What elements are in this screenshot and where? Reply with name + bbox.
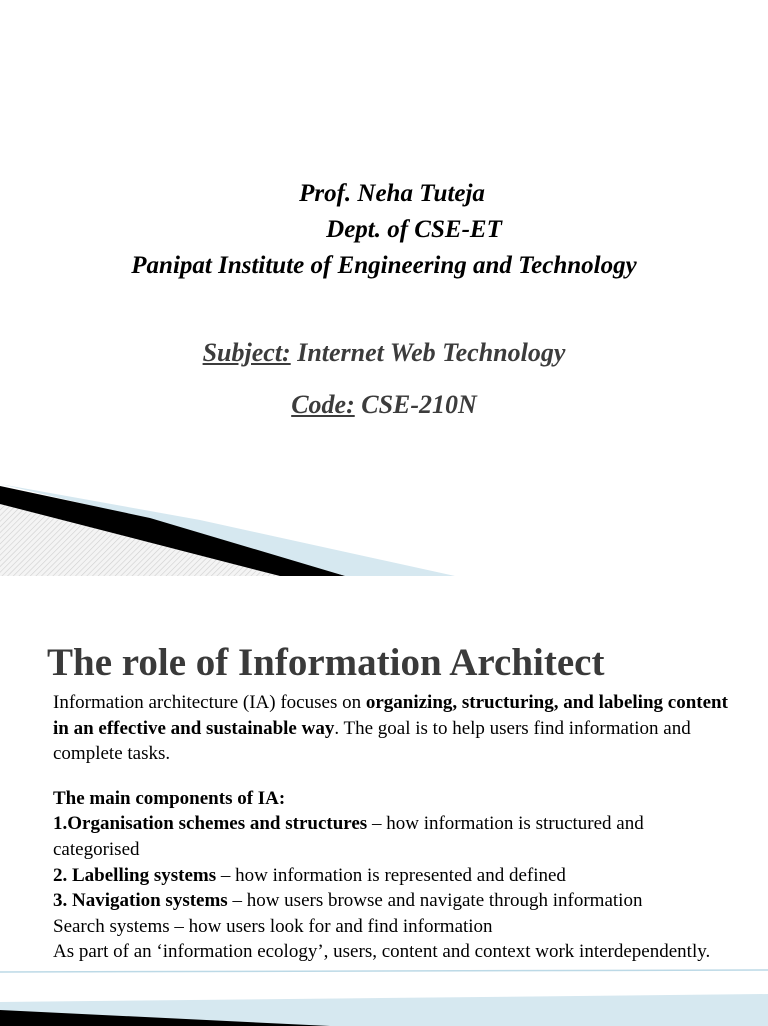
subject-line — [0, 338, 768, 368]
subject-value: Internet Web Technology — [290, 338, 566, 367]
subject-label: Subject: — [202, 338, 291, 367]
slide1-decorative-swoosh — [0, 470, 768, 576]
code-line — [0, 390, 768, 420]
institute-name: Panipat Institute of Engineering and Technology — [131, 252, 637, 279]
intro-text: Information architecture (IA) focuses on — [53, 692, 366, 713]
department: Dept. of CSE-ET — [326, 216, 502, 243]
slide2-decorative-swoosh — [0, 966, 768, 1026]
component-item: 2. Labelling systems – how information is represented and defined — [53, 864, 566, 886]
content-slide — [0, 576, 768, 1026]
intro-text-end: . The goal is to help users find information and complete tasks. — [53, 717, 691, 765]
search-systems-line: Search systems – how users look for and find information — [53, 915, 493, 937]
component-item: 1.Organisation schemes and structures – how information is structured and categorised — [53, 813, 644, 860]
ecology-line: As part of an ‘information ecology’, users, content and context work interdependently. — [53, 941, 711, 963]
code-value: CSE-210N — [354, 390, 477, 419]
code-label: Code: — [291, 390, 355, 419]
components-heading: The main components of IA: — [53, 787, 286, 809]
presenter-name: Prof. Neha Tuteja — [299, 180, 485, 207]
slide-title: The role of Information Architect — [47, 641, 605, 684]
intro-bold-text: organizing, structuring, and labeling content in an effective and sustainable way — [53, 692, 728, 739]
intro-paragraph — [53, 690, 733, 767]
component-item: 3. Navigation systems – how users browse and navigate through information — [53, 890, 643, 912]
slide-body — [53, 690, 733, 965]
